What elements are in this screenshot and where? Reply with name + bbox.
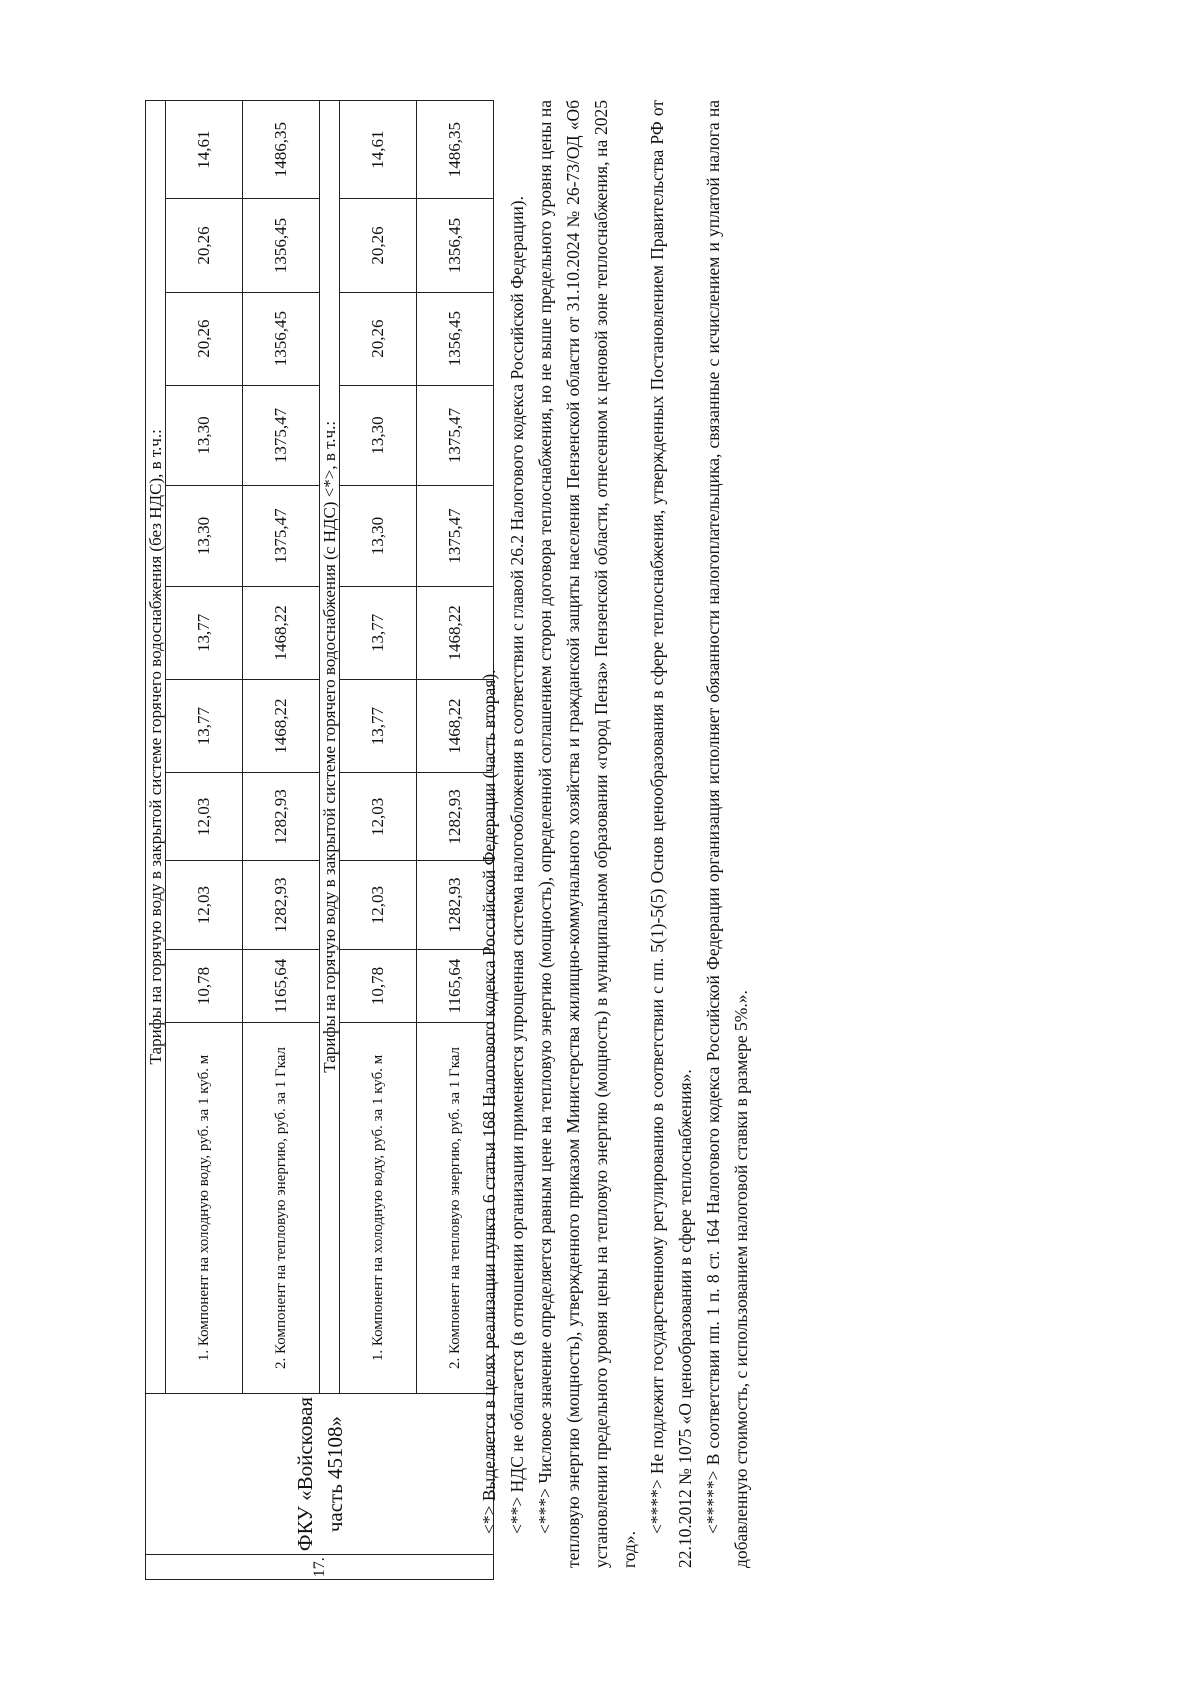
row-number: 17. bbox=[146, 1555, 494, 1580]
table-row bbox=[166, 101, 243, 1580]
footnote: <***> Числовое значение определяется равным цене на тепловую энергию (мощность), определенной соглашением сторон договора теплоснабжения, но не выше предельного уровня цены на тепловую энергию (мощность), утвержденного приказом Министерства жилищно-коммунального хозяйства и гражданской защиты населения Пензенской области от 31.10.2024 № 26-73/ОД «Об установлении предельного уровня цены на тепловую энергию (мощность) в муниципальном образовании «город Пенза» Пензенской области, отнесенном к ценовой зоне теплоснабжения, на 2025 год». bbox=[535, 100, 639, 1568]
value-cell: 1468,22 bbox=[417, 586, 494, 679]
table-row bbox=[340, 101, 417, 1580]
value-cell: 13,30 bbox=[340, 486, 417, 587]
value-cell: 20,26 bbox=[340, 292, 417, 385]
table-row bbox=[243, 101, 320, 1580]
value-cell: 12,03 bbox=[340, 773, 417, 861]
footnote: <****> Не подлежит государственному регулированию в соответствии с пп. 5(1)-5(5) Основ ценообразования в сфере теплоснабжения, утвержденных Постановлением Правительства РФ от 22.10.2012 № 1075 «О ценообразовании в сфере теплоснабжения». bbox=[647, 100, 695, 1568]
value-cell: 13,77 bbox=[340, 680, 417, 773]
value-cell: 12,03 bbox=[166, 861, 243, 949]
footnote: <*****> В соответствии пп. 1 п. 8 ст. 164 Налогового кодекса Российской Федерации организация исполняет обязанности налогоплательщика, связанные с исчислением и уплатой налога на добавленную стоимость, с использованием налоговой ставки в размере 5%.». bbox=[703, 100, 751, 1568]
table-top-row bbox=[146, 101, 166, 1580]
footnotes bbox=[475, 100, 755, 1568]
value-cell: 13,30 bbox=[166, 385, 243, 486]
value-cell: 13,77 bbox=[166, 680, 243, 773]
value-cell: 1486,35 bbox=[243, 101, 320, 199]
value-cell: 1356,45 bbox=[417, 199, 494, 292]
tariff-table bbox=[145, 100, 494, 1580]
value-cell: 1282,93 bbox=[243, 861, 320, 949]
value-cell: 12,03 bbox=[340, 861, 417, 949]
value-cell: 1375,47 bbox=[417, 385, 494, 486]
footnote: <**> НДС не облагается (в отношении организации применяется упрощенная система налогообложения в соответствии с главой 26.2 Налогового кодекса Российской Федерации). bbox=[507, 195, 527, 1534]
value-cell: 1468,22 bbox=[417, 680, 494, 773]
footnote: <*> Выделяется в целях реализации пункта 6 статьи 168 Налогового кодекса Российской Федерации (часть вторая). bbox=[479, 669, 499, 1534]
value-cell: 13,30 bbox=[340, 385, 417, 486]
value-cell: 12,03 bbox=[166, 773, 243, 861]
value-cell: 13,30 bbox=[166, 486, 243, 587]
value-cell: 1282,93 bbox=[243, 773, 320, 861]
value-cell: 14,61 bbox=[340, 101, 417, 199]
component-label: 2. Компонент на тепловую энергию, руб. за 1 Гкал bbox=[243, 1023, 320, 1393]
value-cell: 20,26 bbox=[166, 199, 243, 292]
organization-name: ФКУ «Войсковая часть 45108» bbox=[146, 1393, 494, 1555]
value-cell: 1375,47 bbox=[243, 385, 320, 486]
value-cell: 14,61 bbox=[166, 101, 243, 199]
component-label: 2. Компонент на тепловую энергию, руб. за 1 Гкал bbox=[417, 1023, 494, 1393]
component-label: 1. Компонент на холодную воду, руб. за 1 куб. м bbox=[166, 1023, 243, 1393]
value-cell: 1282,93 bbox=[417, 773, 494, 861]
value-cell: 10,78 bbox=[166, 949, 243, 1023]
value-cell: 20,26 bbox=[166, 292, 243, 385]
value-cell: 13,77 bbox=[340, 586, 417, 679]
section-caption-with-vat: Тарифы на горячую воду в закрытой системе горячего водоснабжения (с НДС) <*>, в т.ч.: bbox=[320, 101, 340, 1394]
component-label: 1. Компонент на холодную воду, руб. за 1 куб. м bbox=[340, 1023, 417, 1393]
value-cell: 1486,35 bbox=[417, 101, 494, 199]
value-cell: 1375,47 bbox=[243, 486, 320, 587]
value-cell: 1356,45 bbox=[417, 292, 494, 385]
section-caption-without-vat: Тарифы на горячую воду в закрытой системе горячего водоснабжения (без НДС), в т.ч.: bbox=[146, 101, 166, 1394]
value-cell: 13,77 bbox=[166, 586, 243, 679]
value-cell: 1165,64 bbox=[417, 949, 494, 1023]
value-cell: 1356,45 bbox=[243, 292, 320, 385]
value-cell: 1468,22 bbox=[243, 586, 320, 679]
value-cell: 1356,45 bbox=[243, 199, 320, 292]
value-cell: 20,26 bbox=[340, 199, 417, 292]
table-row bbox=[320, 101, 340, 1580]
value-cell: 1375,47 bbox=[417, 486, 494, 587]
value-cell: 10,78 bbox=[340, 949, 417, 1023]
value-cell: 1282,93 bbox=[417, 861, 494, 949]
value-cell: 1468,22 bbox=[243, 680, 320, 773]
value-cell: 1165,64 bbox=[243, 949, 320, 1023]
